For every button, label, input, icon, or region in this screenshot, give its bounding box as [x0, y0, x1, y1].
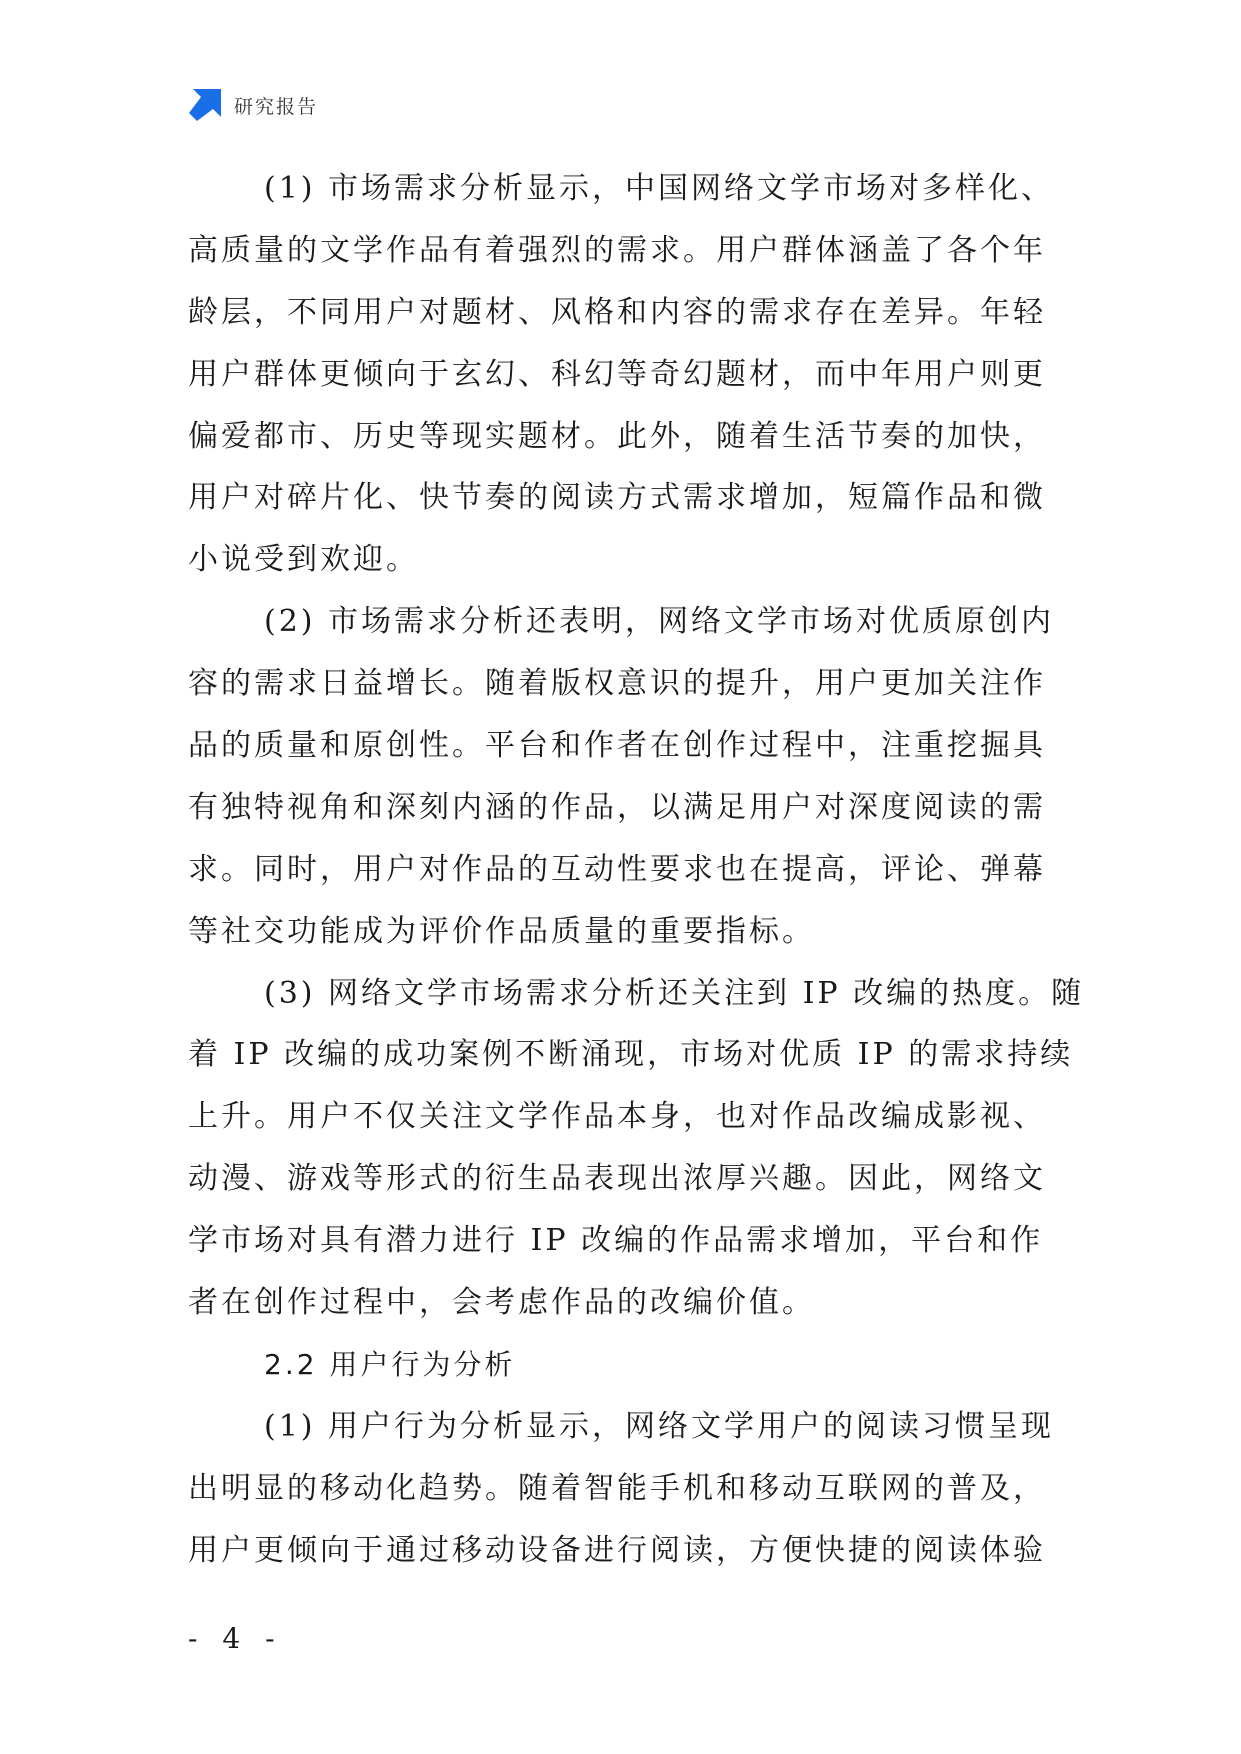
paragraph-line: 小说受到欢迎。 — [188, 542, 419, 578]
paragraph-line: 用户群体更倾向于玄幻、科幻等奇幻题材，而中年用户则更 — [188, 356, 1046, 392]
paragraph-line: 用户更倾向于通过移动设备进行阅读，方便快捷的阅读体验 — [188, 1532, 1046, 1568]
page-number: - 4 - — [188, 1622, 283, 1655]
header-title: 研究报告 — [234, 95, 319, 118]
paragraph-line: 学市场对具有潜力进行 IP 改编的作品需求增加，平台和作 — [188, 1223, 1044, 1259]
paragraph-line: 用户对碎片化、快节奏的阅读方式需求增加，短篇作品和微 — [188, 480, 1046, 516]
paragraph-line: (1) 市场需求分析显示，中国网络文学市场对多样化、 — [264, 171, 1055, 206]
paragraph-line: 等社交功能成为评价作品质量的重要指标。 — [188, 913, 815, 949]
paragraph-line: (3) 网络文学市场需求分析还关注到 IP 改编的热度。随 — [264, 975, 1085, 1011]
paragraph-line: 高质量的文学作品有着强烈的需求。用户群体涵盖了各个年 — [188, 232, 1046, 268]
section-heading: 2.2 用户行为分析 — [264, 1347, 516, 1381]
paragraph-line: 动漫、游戏等形式的衍生品表现出浓厚兴趣。因此，网络文 — [188, 1161, 1046, 1197]
paragraph-line: 容的需求日益增长。随着版权意识的提升，用户更加关注作 — [188, 666, 1046, 702]
paragraph-line: 龄层，不同用户对题材、风格和内容的需求存在差异。年轻 — [188, 294, 1046, 330]
paragraph-line: 品的质量和原创性。平台和作者在创作过程中，注重挖掘具 — [188, 728, 1046, 764]
arrow-up-right-icon — [188, 88, 222, 122]
paragraph-line: 上升。用户不仅关注文学作品本身，也对作品改编成影视、 — [188, 1099, 1046, 1135]
paragraph-line: 有独特视角和深刻内涵的作品，以满足用户对深度阅读的需 — [188, 789, 1046, 825]
paragraph-line: 者在创作过程中，会考虑作品的改编价值。 — [188, 1285, 815, 1321]
paragraph-line: 求。同时，用户对作品的互动性要求也在提高，评论、弹幕 — [188, 851, 1046, 887]
paragraph-line: (1) 用户行为分析显示，网络文学用户的阅读习惯呈现 — [264, 1408, 1055, 1444]
document-body — [188, 158, 1085, 1581]
paragraph-line: (2) 市场需求分析还表明，网络文学市场对优质原创内 — [264, 604, 1055, 640]
paragraph-line: 出明显的移动化趋势。随着智能手机和移动互联网的普及， — [188, 1470, 1046, 1506]
page-header — [188, 88, 318, 122]
paragraph-line: 着 IP 改编的成功案例不断涌现，市场对优质 IP 的需求持续 — [188, 1037, 1074, 1073]
paragraph-line: 偏爱都市、历史等现实题材。此外，随着生活节奏的加快， — [188, 418, 1046, 454]
